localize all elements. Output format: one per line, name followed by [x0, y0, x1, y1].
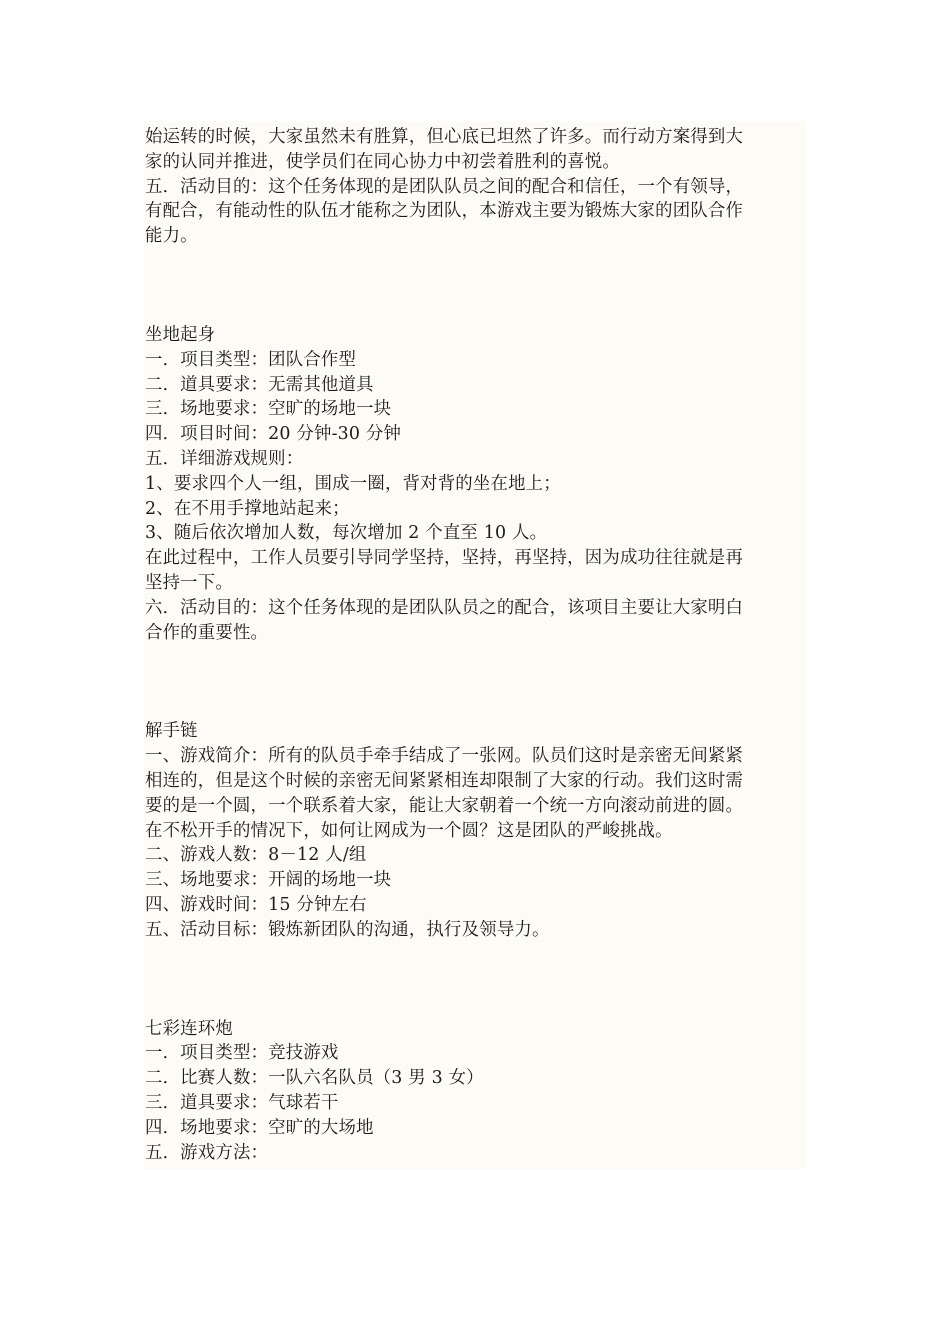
document-body: [145, 125, 805, 1165]
paragraph-line: 2、在不用手撑地站起来；: [145, 498, 350, 519]
section-spacer: [145, 943, 805, 1017]
paragraph-line: 六．活动目的：这个任务体现的是团队队员之的配合，该项目主要让大家明白: [145, 597, 744, 618]
paragraph-line: 一．项目类型：团队合作型: [145, 349, 357, 370]
paragraph-line: 五．游戏方法：: [145, 1142, 269, 1163]
paragraph-line: 在不松开手的情况下，如何让网成为一个圆？这是团队的严峻挑战。: [145, 820, 673, 841]
paragraph-line: 四．项目时间：20 分钟-30 分钟: [145, 424, 402, 445]
paragraph-line: 合作的重要性。: [145, 622, 269, 643]
section-untangle: [145, 719, 805, 942]
section-title: 七彩连环炮: [145, 1018, 233, 1039]
paragraph-line: 一．项目类型：竞技游戏: [145, 1043, 339, 1064]
paragraph-line: 坚持一下。: [145, 572, 233, 593]
section-intro: [145, 125, 805, 249]
paragraph-line: 3、随后依次增加人数，每次增加 2 个直至 10 人。: [145, 523, 548, 544]
paragraph-line: 三．场地要求：空旷的场地一块: [145, 399, 392, 420]
paragraph-line: 五、活动目标：锻炼新团队的沟通，执行及领导力。: [145, 919, 550, 940]
paragraph-line: 二．比赛人数：一队六名队员（3 男 3 女）: [145, 1068, 484, 1089]
paragraph-line: 二、游戏人数：8－12 人/组: [145, 845, 367, 866]
paragraph-line: 家的认同并推进，使学员们在同心协力中初尝着胜利的喜悦。: [145, 151, 620, 172]
paragraph-line: 要的是一个圆，一个联系着大家，能让大家朝着一个统一方向滚动前进的圆。: [145, 795, 744, 816]
paragraph-line: 五．活动目的：这个任务体现的是团队队员之间的配合和信任，一个有领导，: [145, 176, 744, 197]
paragraph-line: 能力。: [145, 226, 198, 247]
section-balloon: [145, 1017, 805, 1166]
paragraph-line: 三、场地要求：开阔的场地一块: [145, 870, 392, 891]
paragraph-line: 五．详细游戏规则：: [145, 448, 304, 469]
section-sit-up: [145, 323, 805, 645]
paragraph-line: 始运转的时候，大家虽然未有胜算，但心底已坦然了许多。而行动方案得到大: [145, 127, 744, 147]
section-title: 坐地起身: [145, 324, 216, 345]
section-title: 解手链: [145, 721, 198, 742]
paragraph-line: 在此过程中，工作人员要引导同学坚持，坚持，再坚持，因为成功往往就是再: [145, 548, 744, 569]
paragraph-line: 二．道具要求：无需其他道具: [145, 374, 374, 395]
paragraph-line: 1、要求四个人一组，围成一圈，背对背的坐在地上；: [145, 473, 561, 494]
paragraph-line: 相连的，但是这个时候的亲密无间紧紧相连却限制了大家的行动。我们这时需: [145, 770, 744, 791]
section-spacer: [145, 249, 805, 323]
section-spacer: [145, 645, 805, 719]
paragraph-line: 四．场地要求：空旷的大场地: [145, 1117, 374, 1138]
paragraph-line: 四、游戏时间：15 分钟左右: [145, 894, 367, 915]
paragraph-line: 有配合，有能动性的队伍才能称之为团队，本游戏主要为锻炼大家的团队合作: [145, 201, 744, 222]
paragraph-line: 三．道具要求：气球若干: [145, 1092, 339, 1113]
paragraph-line: 一、游戏简介：所有的队员手牵手结成了一张网。队员们这时是亲密无间紧紧: [145, 746, 744, 767]
